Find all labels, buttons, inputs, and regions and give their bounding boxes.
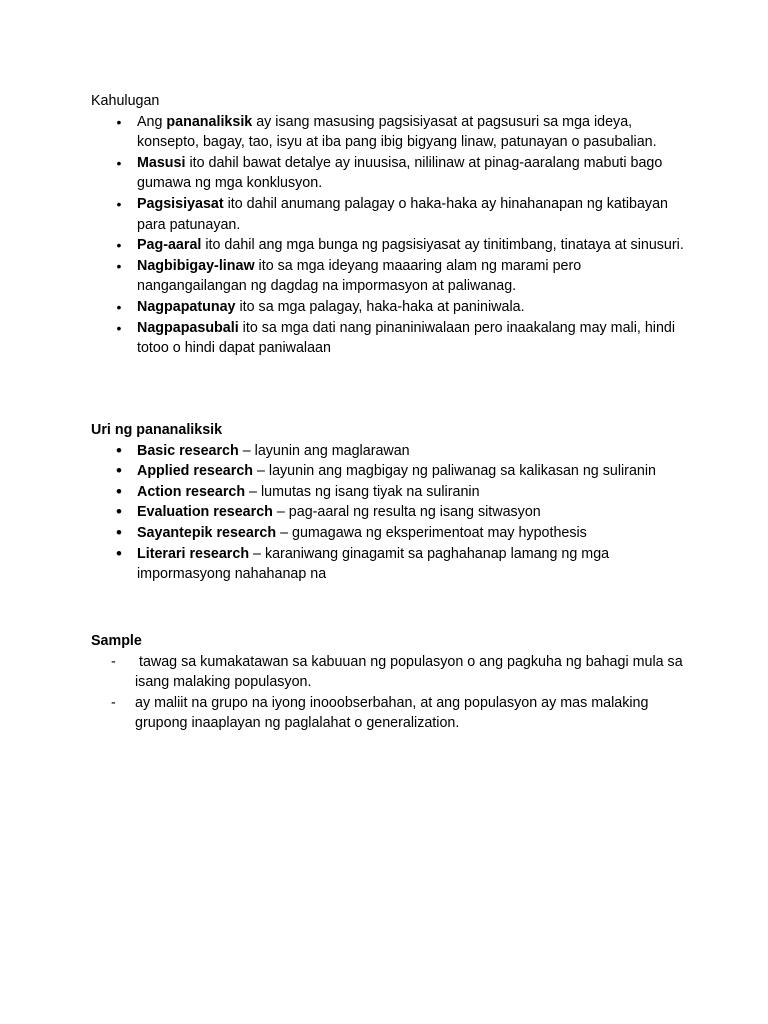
item-text: tawag sa kumakatawan sa kabuuan ng populasyon o ang pagkuha ng bahagi mula sa isang malaking populasyon.	[135, 653, 687, 691]
section-sample	[91, 631, 691, 734]
bullet-marker: •	[116, 522, 122, 542]
item-text: ito dahil bawat detalye ay inuusisa, nililinaw at pinag-aaralang mabuti bago gumawa ng mga konklusyon.	[137, 154, 663, 192]
list-item	[91, 544, 691, 585]
section-kahulugan	[91, 91, 691, 359]
section-heading-uri: Uri ng pananaliksik	[91, 422, 223, 438]
bullet-marker: •	[116, 195, 122, 212]
list-item	[91, 652, 691, 693]
list-item	[91, 256, 691, 297]
list-item	[91, 502, 691, 523]
item-text: ito dahil anumang palagay o haka-haka ay hinahanapan ng katibayan para patunayan.	[137, 195, 668, 233]
list-item	[91, 441, 691, 462]
item-text: – pag-aaral ng resulta ng isang sitwasyon	[272, 504, 541, 521]
item-term: Literari research	[137, 545, 250, 562]
dash-marker: -	[111, 653, 116, 670]
item-term: Masusi	[137, 154, 186, 171]
item-text: ay isang masusing pagsisiyasat at pagsusuri sa mga ideya, konsepto, bagay, tao, isyu at iba pang ibig bigyang linaw, patunayan o pasubalian.	[137, 113, 657, 151]
item-text: – karaniwang ginagamit sa paghahanap lamang ng mga impormasyong nahahanap na	[137, 545, 610, 583]
list-item	[91, 693, 691, 734]
item-term: Nagpapatunay	[137, 298, 236, 315]
item-term: Basic research	[137, 442, 239, 459]
item-text: – lumutas ng isang tiyak na suliranin	[245, 483, 480, 500]
item-text: – layunin ang magbigay ng paliwanag sa kalikasan ng suliranin	[253, 463, 656, 480]
uri-list	[91, 441, 691, 585]
item-term: Nagbibigay-linaw	[137, 257, 255, 274]
kahulugan-list	[91, 112, 691, 359]
item-text: – layunin ang maglarawan	[238, 442, 410, 459]
bullet-marker: •	[116, 237, 122, 254]
bullet-marker: •	[116, 440, 122, 460]
list-item	[91, 112, 691, 153]
item-term: Action research	[137, 483, 246, 500]
list-item	[91, 235, 691, 256]
item-text: ay maliit na grupo na iyong inooobserbahan, at ang populasyon ay mas malaking grupong inaaplayan ng paglalahat o generalization.	[135, 694, 649, 732]
item-term: pananaliksik	[166, 113, 253, 130]
list-item	[91, 318, 691, 359]
item-term: Evaluation research	[137, 504, 273, 521]
bullet-marker: •	[116, 298, 122, 315]
bullet-marker: •	[116, 461, 122, 481]
item-text: ito dahil ang mga bunga ng pagsisiyasat ay tinitimbang, tinataya at sinusuri.	[201, 237, 684, 254]
section-uri	[91, 420, 691, 585]
dash-marker: -	[111, 694, 116, 711]
item-text: – gumagawa ng eksperimentoat may hypothesis	[276, 524, 587, 541]
item-term: Nagpapasubali	[137, 319, 239, 336]
list-item	[91, 153, 691, 194]
bullet-marker: •	[116, 319, 122, 336]
item-text: ito sa mga dati nang pinaniniwalaan pero inaakalang may mali, hindi totoo o hindi dapat paniwalaan	[137, 319, 676, 357]
item-text: ito sa mga palagay, haka-haka at paniniwala.	[235, 298, 525, 315]
item-term: Pag-aaral	[137, 237, 202, 254]
item-lead: Ang	[137, 113, 167, 130]
list-item	[91, 461, 691, 482]
bullet-marker: •	[116, 502, 122, 522]
list-item	[91, 194, 691, 235]
item-term: Applied research	[137, 463, 254, 480]
item-text: ito sa mga ideyang maaaring alam ng marami pero nangangailangan ng dagdag na impormasyon at paliwanag.	[137, 257, 582, 295]
bullet-marker: •	[116, 154, 122, 171]
bullet-marker: •	[116, 113, 122, 130]
list-item	[91, 482, 691, 503]
item-term: Sayantepik research	[137, 524, 277, 541]
bullet-marker: •	[116, 481, 122, 501]
bullet-marker: •	[116, 543, 122, 563]
sample-list	[91, 652, 691, 734]
section-heading-sample: Sample	[91, 633, 142, 649]
section-heading-kahulugan: Kahulugan	[91, 93, 160, 109]
list-item	[91, 297, 691, 318]
list-item	[91, 523, 691, 544]
item-term: Pagsisiyasat	[137, 195, 224, 212]
bullet-marker: •	[116, 257, 122, 274]
